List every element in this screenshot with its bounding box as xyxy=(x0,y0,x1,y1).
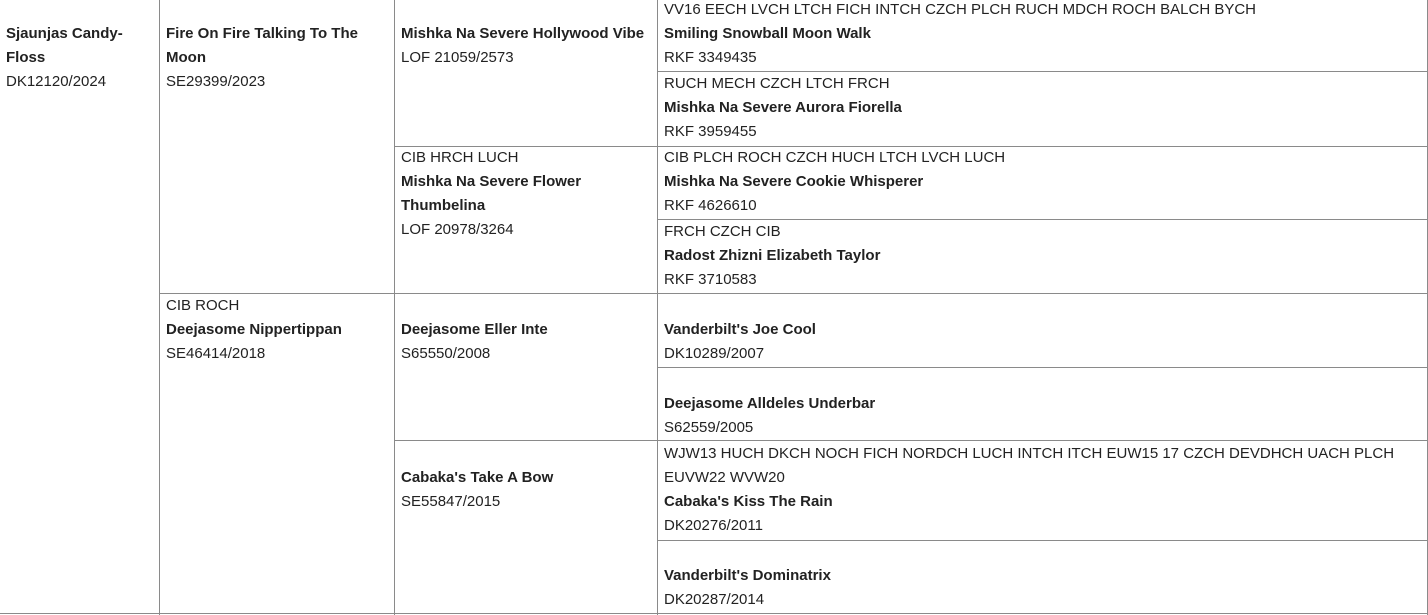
ss-name: Mishka Na Severe Hollywood Vibe xyxy=(401,25,645,42)
ddd-name: Vanderbilt's Dominatrix xyxy=(664,567,831,584)
row-divider xyxy=(0,613,1428,614)
sds-reg: RKF 4626610 xyxy=(664,197,757,214)
sdd-name: Radost Zhizni Elizabeth Taylor xyxy=(664,247,881,264)
sd-titles: CIB HRCH LUCH xyxy=(401,149,519,166)
row-divider xyxy=(394,440,1428,441)
sdd-cell xyxy=(658,220,1427,292)
subject-name: Sjaunjas Candy-Floss xyxy=(6,25,123,66)
column-divider xyxy=(394,0,395,615)
ddd-reg: DK20287/2014 xyxy=(664,591,765,608)
dds-name: Cabaka's Kiss The Rain xyxy=(664,493,833,510)
dsd-reg: S62559/2005 xyxy=(664,419,754,436)
dam-reg: SE46414/2018 xyxy=(166,345,266,362)
ss-reg: LOF 21059/2573 xyxy=(401,49,514,66)
sdd-reg: RKF 3710583 xyxy=(664,271,757,288)
ss-cell xyxy=(395,22,657,70)
dam-cell xyxy=(160,294,394,366)
dsd-name: Deejasome Alldeles Underbar xyxy=(664,395,876,412)
sd-cell xyxy=(395,146,657,242)
dds-reg: DK20276/2011 xyxy=(664,517,763,534)
dam-name: Deejasome Nippertippan xyxy=(166,321,342,338)
sire-cell xyxy=(160,22,394,94)
sss-cell xyxy=(658,0,1427,70)
sire-name: Fire On Fire Talking To The Moon xyxy=(166,25,358,66)
dss-cell xyxy=(658,318,1427,366)
ssd-cell xyxy=(658,72,1427,144)
dd-name: Cabaka's Take A Bow xyxy=(401,469,554,486)
sss-reg: RKF 3349435 xyxy=(664,49,757,66)
ssd-name: Mishka Na Severe Aurora Fiorella xyxy=(664,99,902,116)
dss-reg: DK10289/2007 xyxy=(664,345,765,362)
ds-name: Deejasome Eller Inte xyxy=(401,321,548,338)
ds-reg: S65550/2008 xyxy=(401,345,491,362)
sss-titles: VV16 EECH LVCH LTCH FICH INTCH CZCH PLCH RUCH MDCH ROCH BALCH BYCH xyxy=(664,1,1257,18)
sds-name: Mishka Na Severe Cookie Whisperer xyxy=(664,173,924,190)
sdd-titles: FRCH CZCH CIB xyxy=(664,223,781,240)
dds-cell xyxy=(658,442,1427,538)
row-divider xyxy=(657,540,1428,541)
dd-cell xyxy=(395,466,657,514)
row-divider xyxy=(657,367,1428,368)
ds-cell xyxy=(395,318,657,366)
sd-name: Mishka Na Severe Flower Thumbelina xyxy=(401,173,582,214)
ssd-titles: RUCH MECH CZCH LTCH FRCH xyxy=(664,75,890,92)
dds-titles: WJW13 HUCH DKCH NOCH FICH NORDCH LUCH INTCH ITCH EUW15 17 CZCH DEVDHCH UACH PLCH EUVW22 WVW20 xyxy=(664,445,1395,486)
dam-titles: CIB ROCH xyxy=(166,297,240,314)
dss-name: Vanderbilt's Joe Cool xyxy=(664,321,816,338)
ssd-reg: RKF 3959455 xyxy=(664,123,757,140)
dd-reg: SE55847/2015 xyxy=(401,493,501,510)
sss-name: Smiling Snowball Moon Walk xyxy=(664,25,871,42)
subject-cell xyxy=(0,22,159,94)
sds-cell xyxy=(658,146,1427,218)
sd-reg: LOF 20978/3264 xyxy=(401,221,514,238)
sire-reg: SE29399/2023 xyxy=(166,73,266,90)
sds-titles: CIB PLCH ROCH CZCH HUCH LTCH LVCH LUCH xyxy=(664,149,1006,166)
ddd-cell xyxy=(658,564,1427,612)
dsd-cell xyxy=(658,392,1427,440)
subject-reg: DK12120/2024 xyxy=(6,73,107,90)
